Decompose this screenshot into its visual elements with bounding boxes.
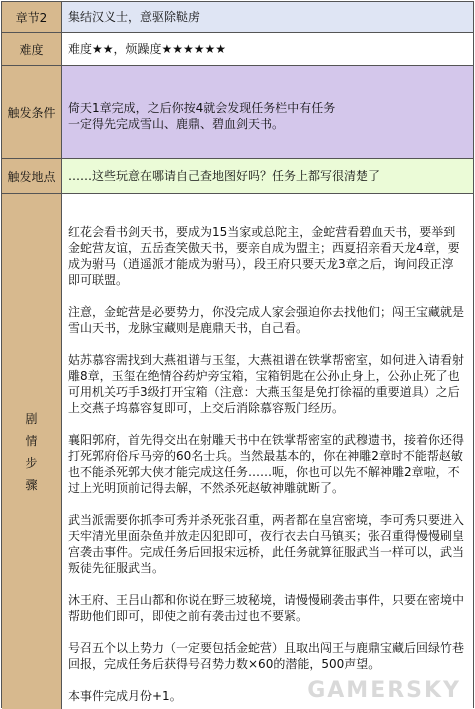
- difficulty-row: [2, 33, 473, 66]
- story-label: [2, 194, 62, 709]
- trigger-line: 一定得先完成雪山、鹿鼎、碧血剑天书。: [68, 117, 285, 131]
- difficulty-label: 难度: [2, 33, 62, 65]
- trigger-row: [2, 66, 473, 159]
- trigger-label: 触发条件: [2, 66, 62, 158]
- chapter-value: 集结汉义士，意驱除鞑虏: [62, 2, 473, 32]
- story-paragraph: 襄阳郭府，首先得交出在射雕天书中在铁掌帮密室的武穆遗书，接着你还得打死郭府俗斥马旁的60名士兵。当然最基本的，你在神雕2章时不能帮赵敏也不能杀死郭大侠才能完成这任务……呃，你也可以先不解神雕2章啦，不过上光明顶前记得去解，不然杀死赵敏神雕就断了。: [68, 433, 465, 495]
- chapter-row: [2, 2, 473, 33]
- trigger-line: 倚天1章完成，之后你按4就会发现任务栏中有任务: [68, 101, 336, 115]
- difficulty-value: 难度★★，烦躁度★★★★★★: [62, 33, 473, 65]
- story-value: [62, 194, 473, 709]
- location-row: [2, 159, 473, 194]
- story-paragraph: 红花会看书剑天书，要成为15当家或总陀主，金蛇营看碧血天书，要举到金蛇营友谊，五岳查笑傲天书，要亲自成为盟主；西夏招亲看天龙4章，要成为驸马（逍遥派才能成为驸马），段王府只要天龙3章之后，询问段正淳即可联盟。: [68, 225, 460, 287]
- story-label-char: 骤: [25, 477, 38, 492]
- location-value: ……这些玩意在哪请自己查地图好吗？任务上都写很清楚了: [62, 159, 473, 193]
- story-paragraph: 本事件完成月份+1。: [68, 689, 182, 703]
- story-paragraph: 号召五个以上势力（一定要包括金蛇营）且取出闯王与鹿鼎宝藏后回绿竹巷回报，完成任务后获得号召势力数×60的潜能，500声望。: [68, 641, 465, 671]
- watermark-logo: GAMERSKY: [307, 678, 461, 703]
- story-row: [2, 194, 473, 709]
- story-paragraph: 注意，金蛇营是必要势力，你没完成人家会强迫你去找他们；闯王宝藏就是雪山天书，龙脉宝藏则是鹿鼎天书，自己看。: [68, 305, 465, 335]
- story-label-char: 步: [25, 455, 38, 470]
- story-paragraph: 沐王府、王吕山都和你说在野三坡秘境，请慢慢刷袭击事件，只要在密境中帮助他们即可，即使之前有袭击过也不要紧。: [68, 593, 465, 623]
- location-label: 触发地点: [2, 159, 62, 193]
- story-paragraph: 武当派需要你抓李可秀并杀死张召重，两者都在皇宫密境，李可秀只要进入天牢清光里面杂鱼并放走囚犯即可，夜行衣去白马镇买；张召重得慢慢刷皇宫袭击事件。完成任务后回报宋远桥，此任务就算征服武当一样可以，武当叛徒先征服武当。: [68, 513, 465, 575]
- story-paragraph: 姑苏慕容需找到大燕祖谱与玉玺，大燕祖谱在铁掌帮密室，如何进入请看射雕8章，玉玺在绝情谷药炉旁宝箱，宝箱钥匙在公孙止身上，公孙止死了也可用机关巧手3级打开宝箱（注意：大燕玉玺是免打徐福的重要道具）之后上交燕子坞慕容复即可，上交后消除慕容叛门经历。: [68, 353, 465, 415]
- story-label-char: 剧: [25, 411, 38, 426]
- story-label-char: 情: [25, 433, 38, 448]
- quest-table: [1, 1, 474, 708]
- chapter-label: 章节2: [2, 2, 62, 32]
- trigger-value: [62, 66, 473, 158]
